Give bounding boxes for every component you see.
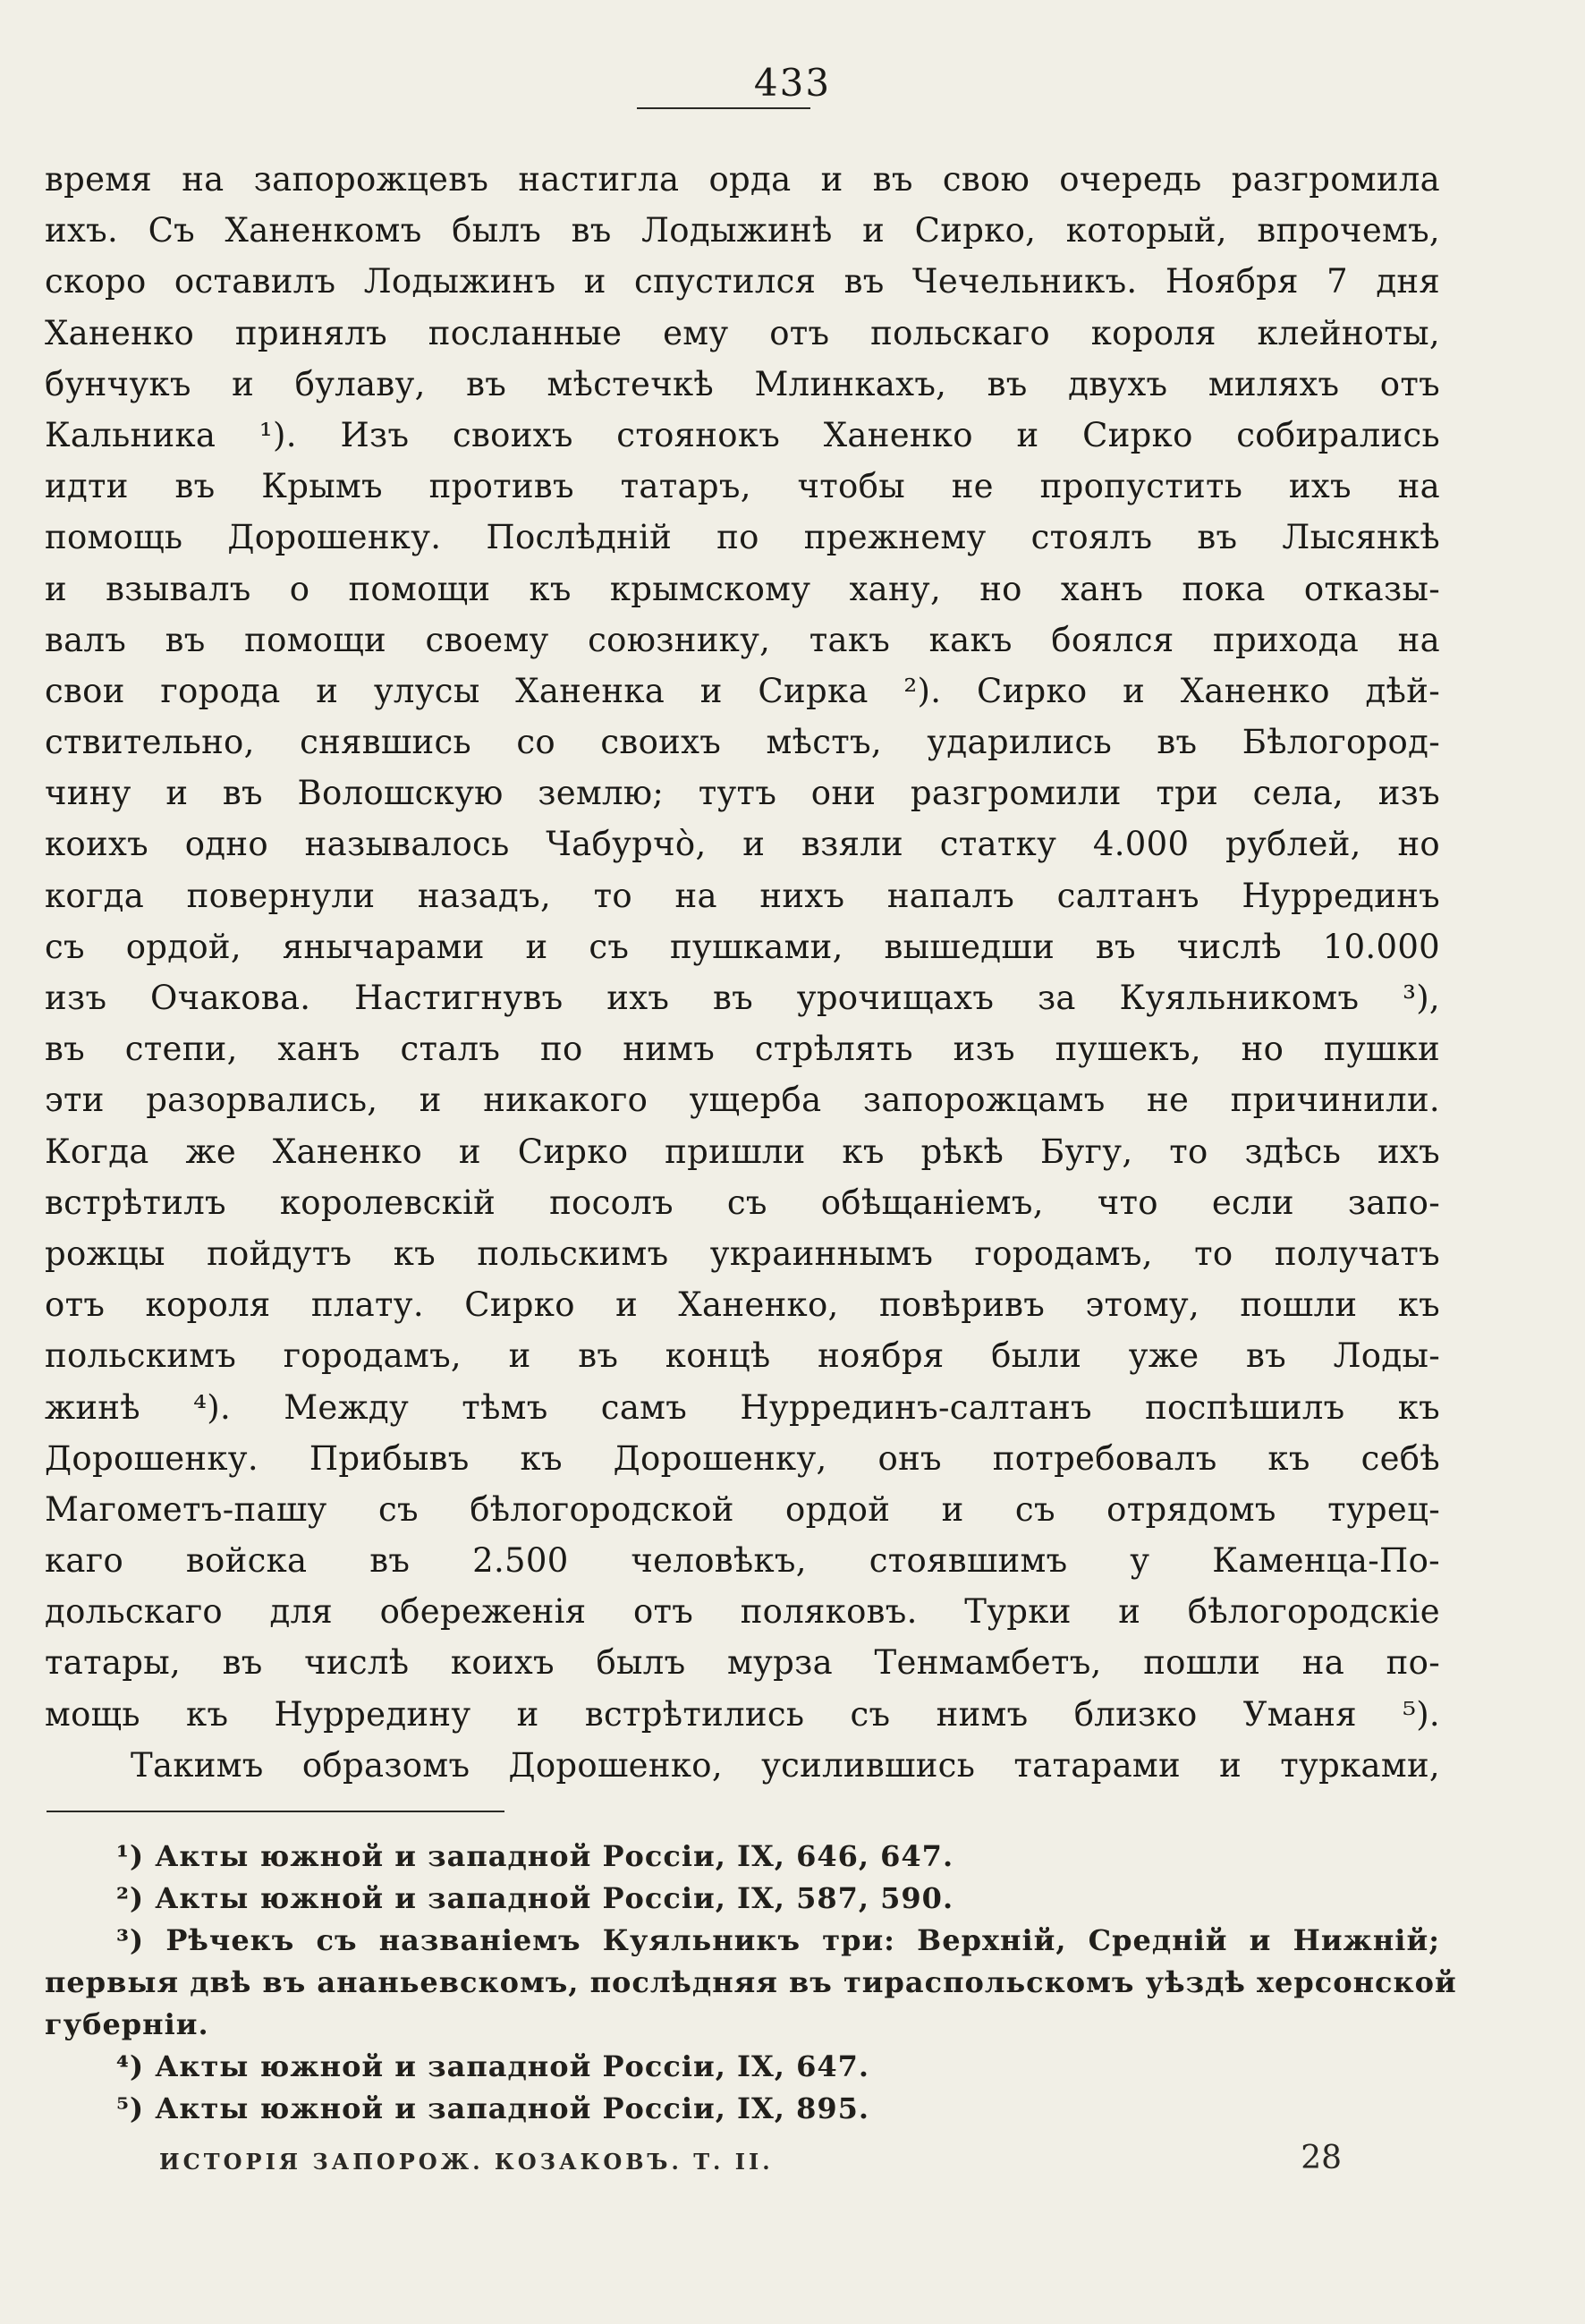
footnote-4: ⁴) Акты южной и западной Россіи, IX, 647.: [116, 2049, 869, 2083]
text-line: свои города и улусы Ханенка и Сирка ²). Сирко и Ханенко дѣй-: [45, 671, 1440, 710]
text-line: Магометъ-пашу съ бѣлогородской ордой и съ отрядомъ турец-: [45, 1489, 1440, 1529]
text-line: Когда же Ханенко и Сирко пришли къ рѣкѣ Бугу, то здѣсь ихъ: [45, 1132, 1440, 1171]
footer: [116, 2140, 1342, 2184]
text-line: въ степи, ханъ сталъ по нимъ стрѣлять изъ пушекъ, но пушки: [45, 1030, 1440, 1069]
text-line: время на запорожцевъ настигла орда и въ свою очередь разгромила: [45, 160, 1440, 199]
text-line: чину и въ Волошскую землю; тутъ они разгромили три села, изъ: [45, 774, 1440, 813]
text-line: дольскаго для обереженія отъ поляковъ. Турки и бѣлогородскіе: [45, 1592, 1440, 1632]
text-line: идти въ Крымъ противъ татаръ, чтобы не пропустить ихъ на: [45, 467, 1440, 506]
text-line: встрѣтилъ королевскій посолъ съ обѣщаніемъ, что если запо-: [45, 1183, 1440, 1222]
footnote-2: ²) Акты южной и западной Россіи, IX, 587, 590.: [116, 1881, 954, 1915]
footnote-rule: [47, 1811, 504, 1812]
text-line: эти разорвались, и никакого ущерба запорожцамъ не причинили.: [45, 1081, 1440, 1120]
footnotes: [45, 1836, 1457, 2130]
footnote-1: ¹) Акты южной и западной Россіи, IX, 646, 647.: [116, 1839, 954, 1873]
text-line: ихъ. Съ Ханенкомъ былъ въ Лодыжинѣ и Сирко, который, впрочемъ,: [45, 211, 1440, 250]
text-line: Кальника ¹). Изъ своихъ стоянокъ Ханенко и Сирко собирались: [45, 415, 1440, 454]
text-line: рожцы пойдутъ къ польскимъ украиннымъ городамъ, то получатъ: [45, 1234, 1440, 1273]
text-line: и взывалъ о помощи къ крымскому хану, но ханъ пока отказы-: [45, 569, 1440, 608]
footnote-3-continued: первыя двѣ въ ананьевскомъ, послѣдняя въ тираспольскомъ уѣздѣ херсонской: [45, 1965, 1457, 1999]
text-line: коихъ одно называлось Чабурчо̀, и взяли статку 4.000 рублей, но: [45, 825, 1440, 864]
text-line: ствительно, снявшись со своихъ мѣстъ, ударились въ Бѣлогород-: [45, 723, 1440, 762]
text-line: польскимъ городамъ, и въ концѣ ноября были уже въ Лоды-: [45, 1336, 1440, 1376]
text-line: съ ордой, янычарами и съ пушками, вышедши въ числѣ 10.000: [45, 927, 1440, 966]
text-line: мощь къ Нурредину и встрѣтились съ нимъ близко Уманя ⁵).: [45, 1694, 1440, 1734]
text-line: валъ въ помощи своему союзнику, такъ какъ боялся прихода на: [45, 620, 1440, 659]
text-line: жинѣ ⁴). Между тѣмъ самъ Нуррединъ-салтанъ поспѣшилъ къ: [45, 1387, 1440, 1427]
text-line: Ханенко принялъ посланные ему отъ польскаго короля клейноты,: [45, 313, 1440, 352]
text-line: когда повернули назадъ, то на нихъ напалъ салтанъ Нуррединъ: [45, 876, 1440, 915]
text-line: каго войска въ 2.500 человѣкъ, стоявшимъ у Каменца-По-: [45, 1541, 1440, 1581]
text-line: изъ Очакова. Настигнувъ ихъ въ урочищахъ за Куяльникомъ ³),: [45, 979, 1440, 1017]
header-rule: [637, 107, 810, 109]
footnote-3: ³) Рѣчекъ съ названіемъ Куяльникъ три: Верхній, Средній и Нижній;: [116, 1923, 1440, 1957]
footnote-5: ⁵) Акты южной и западной Россіи, IX, 895.: [116, 2091, 869, 2125]
text-line: Дорошенку. Прибывъ къ Дорошенку, онъ потребовалъ къ себѣ: [45, 1438, 1440, 1478]
text-line: помощь Дорошенку. Послѣдній по прежнему стоялъ въ Лысянкѣ: [45, 518, 1440, 557]
text-line: скоро оставилъ Лодыжинъ и спустился въ Чечельникъ. Ноября 7 дня: [45, 262, 1440, 301]
page-number: 433: [753, 61, 832, 105]
text-line: татары, въ числѣ коихъ былъ мурза Тенмамбетъ, пошли на по-: [45, 1643, 1440, 1683]
text-line: отъ короля плату. Сирко и Ханенко, повѣривъ этому, пошли къ: [45, 1285, 1440, 1325]
body-text: [45, 154, 1440, 1791]
footnote-3-end: губерніи.: [45, 2007, 209, 2041]
text-line-paragraph-start: Такимъ образомъ Дорошенко, усилившись татарами и турками,: [131, 1745, 1440, 1785]
text-line: бунчукъ и булаву, въ мѣстечкѣ Млинкахъ, въ двухъ миляхъ отъ: [45, 364, 1440, 403]
sheet-number: 28: [1301, 2140, 1342, 2176]
book-signature: ИСТОРІЯ ЗАПОРОЖ. КОЗАКОВЪ. Т. II.: [159, 2149, 774, 2175]
